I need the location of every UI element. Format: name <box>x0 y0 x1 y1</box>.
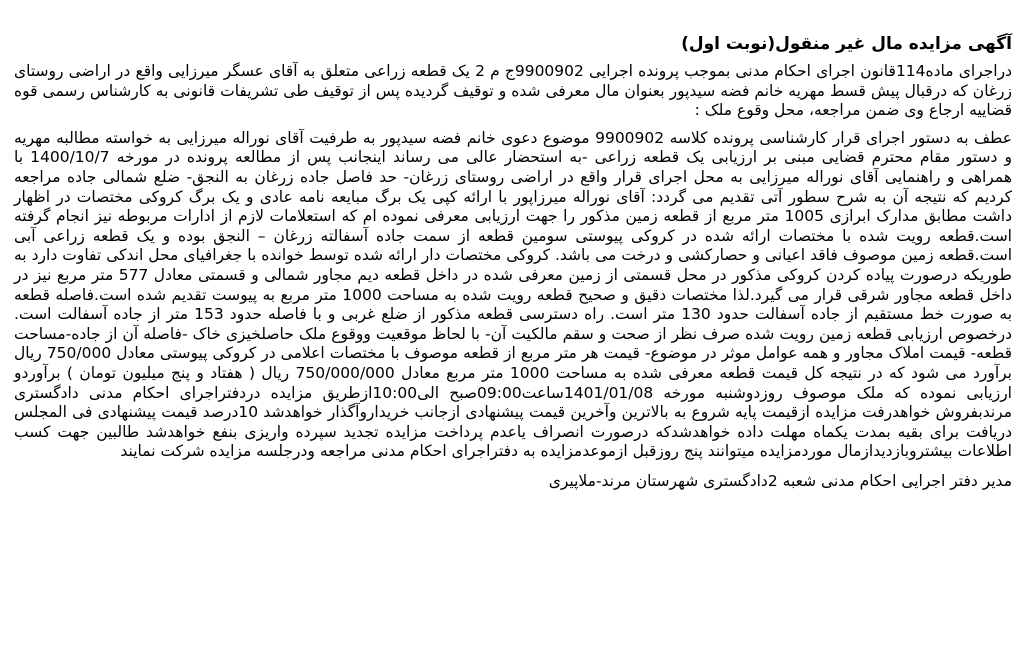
intro-paragraph: دراجرای ماده114قانون اجرای احکام مدنی بموجب پرونده اجرایی 9900902ج م 2 یک قطعه زراعی متعلق به آقای عسگر میرزایی واقع در اراضی روستای زرغان که درقبال پیش قسط مهریه خانم فضه سیدپور بعنوان مال معرفی شده و توقیف گردیده پس از توقیف طی تشریفات قانونی به کارشناس رسمی قوه قضاییه ارجاع وی ضمن مراجعه، محل وقوع ملک : <box>14 62 1012 120</box>
expert-report-paragraph: عطف به دستور اجرای قرار کارشناسی پرونده کلاسه 9900902 موضوع دعوی خانم فضه سیدپور به طرفیت آقای نوراله میرزایی به خواسته مطالبه مهریه و دستور مقام محترم قضایی مبنی بر ارزیابی یک قطعه زراعی -به استحضار عالی می رساند اینجانب پس از مطالعه پرونده در مورخه 1400/10/7 با همراهی و راهنمایی آقای نوراله میرزایی به محل اجرای قرار واقع در اراضی روستای زرغان- حد فاصل جاده زرغان به النجق- ضلع شمالی جاده مراجعه کردیم که نتیجه آن به شرح سطور آتی تقدیم می گردد: آقای نوراله میرزاپور با ارائه کپی یک برگ مبایعه نامه عادی و یک برگ کروکی مختصات در اظهار داشت مطابق مدارک ابرازی 1005 متر مربع از قطعه زمین مذکور را جهت ارزیابی معرفی نموده ام که استعلامات لازم از ادارات مربوطه نیز انجام گرفته است.قطعه رویت شده با مختصات ارائه شده در کروکی پیوستی سومین قطعه از سمت جاده آسفالته زرغان – النجق بوده و یک قطعه زراعی آبی است.قطعه زمین موصوف فاقد اعیانی و حصارکشی و درخت می باشد. کروکی مختصات دار ارائه شده توسط خوانده با جغرافیای محل اندکی تفاوت دارد به طوریکه درصورت پیاده کردن کروکی مذکور در محل قسمتی از زمین معرفی شده در داخل قطعه دیم مجاور شمالی و قسمتی معادل 577 متر مربع نیز در داخل قطعه مجاور شرقی قرار می گیرد.لذا مختصات دقیق و صحیح قطعه رویت شده به مساحت 1000 متر مربع به پیوست تقدیم شده است.فاصله قطعه به صورت خط مستقیم از جاده آسفالت حدود 130 متر است. راه دسترسی قطعه مذکور از ضلع غربی و با فاصله حدود 153 متر از جاده آسفالت است. درخصوص ارزیابی قطعه زمین رویت شده صرف نظر از صحت و سقم مالکیت آن- با لحاظ موقعیت ووقوع ملک حاصلخیزی خاک -فاصله آن از جاده-مساحت قطعه- قیمت املاک مجاور و همه عوامل موثر در موضوع- قیمت هر متر مربع از قطعه موصوف با مختصات اعلامی در کروکی پیوستی معادل 750/000 ریال برآورد می شود که در نتیجه کل قیمت قطعه معرفی شده به مساحت 1000 متر مربع معادل 750/000/000 ریال ( هفتاد و پنج میلیون تومان ) برآوردو ارزیابی نموده که ملک موصوف روزدوشنبه مورخه 1401/01/08ساعت09:00صبح الی10:00ازطریق مزایده دردفتراجرای احکام مدنی دادگستری مرندبفروش خواهدرفت مزایده ازقیمت پایه شروع به بالاترین وآخرین قیمت پیشنهادی ازجانب خریداروآگذار خواهدشد 10درصد قیمت پیشنهادی فی المجلس دریافت برای بقیه بمدت یکماه مهلت داده خواهدشدکه درصورت انصراف یاعدم پرداخت مزایده تجدید سپرده واریزی بنفع خواهدشد طالبین جهت کسب اطلاعات بیشتروبازدیدازمال موردمزایده میتوانند پنج روزقبل ازموعدمزایده به دفتراجرای احکام مدنی مراجعه ودرجلسه مزایده شرکت نمایند <box>14 128 1013 461</box>
signature-line: مدیر دفتر اجرایی احکام مدنی شعبه 2دادگستری شهرستان مرند-ملاپیری <box>548 471 1012 490</box>
notice-title: آگهی مزایده مال غیر منقول(نوبت اول) <box>681 34 1012 54</box>
